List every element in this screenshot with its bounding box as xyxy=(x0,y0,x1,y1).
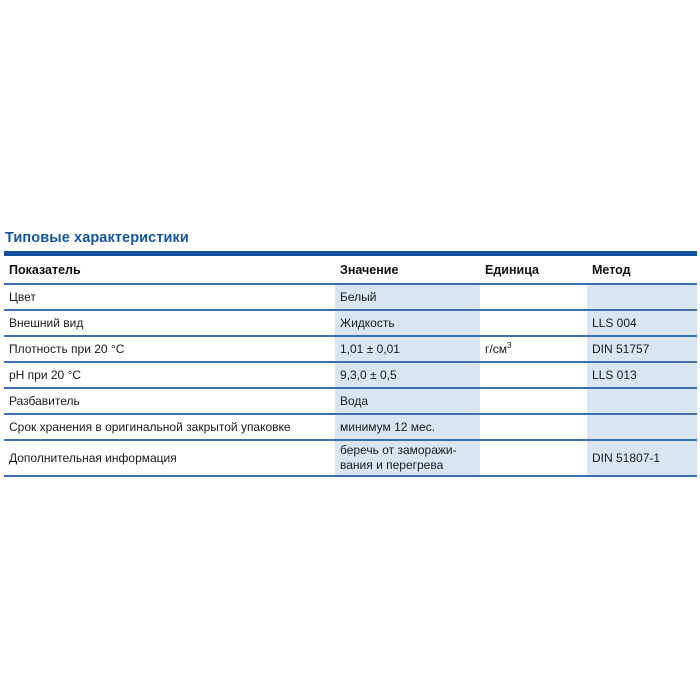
cell-unit xyxy=(480,414,587,440)
value-line-2: вания и перегрева xyxy=(340,458,444,472)
cell-indicator: Дополнительная информация xyxy=(4,440,335,476)
cell-value: минимум 12 мес. xyxy=(335,414,480,440)
cell-unit xyxy=(480,284,587,310)
cell-value xyxy=(335,440,480,476)
cell-method xyxy=(587,284,697,310)
table-row xyxy=(4,414,697,440)
cell-indicator: Разбавитель xyxy=(4,388,335,414)
cell-value: 9,3,0 ± 0,5 xyxy=(335,362,480,388)
cell-indicator: Внешний вид xyxy=(4,310,335,336)
cell-method: LLS 004 xyxy=(587,310,697,336)
cell-unit xyxy=(480,362,587,388)
cell-method: DIN 51757 xyxy=(587,336,697,362)
table-row xyxy=(4,336,697,362)
cell-indicator: Плотность при 20 °C xyxy=(4,336,335,362)
characteristics-section xyxy=(4,230,697,477)
unit-base: г/см xyxy=(485,342,507,356)
cell-indicator: Цвет xyxy=(4,284,335,310)
cell-value: Жидкость xyxy=(335,310,480,336)
table-row xyxy=(4,388,697,414)
cell-method: LLS 013 xyxy=(587,362,697,388)
table-row xyxy=(4,440,697,476)
section-title: Типовые характеристики xyxy=(5,230,189,246)
cell-value: Вода xyxy=(335,388,480,414)
cell-unit xyxy=(480,388,587,414)
cell-value: Белый xyxy=(335,284,480,310)
table-row xyxy=(4,284,697,310)
column-header-unit: Единица xyxy=(480,254,587,285)
characteristics-table xyxy=(4,251,697,477)
cell-method: DIN 51807-1 xyxy=(587,440,697,476)
cell-value: 1,01 ± 0,01 xyxy=(335,336,480,362)
value-line-1: беречь от заморажи- xyxy=(340,443,457,457)
cell-indicator: Срок хранения в оригинальной закрытой упаковке xyxy=(4,414,335,440)
column-header-method: Метод xyxy=(587,254,697,285)
table-header-row xyxy=(4,254,697,285)
cell-unit xyxy=(480,440,587,476)
column-header-indicator: Показатель xyxy=(4,254,335,285)
unit-superscript: 3 xyxy=(506,341,512,350)
cell-method xyxy=(587,414,697,440)
table-row xyxy=(4,362,697,388)
table-row xyxy=(4,310,697,336)
cell-unit xyxy=(480,310,587,336)
column-header-value: Значение xyxy=(335,254,480,285)
cell-unit xyxy=(480,336,587,362)
cell-indicator: pH при 20 °C xyxy=(4,362,335,388)
cell-method xyxy=(587,388,697,414)
